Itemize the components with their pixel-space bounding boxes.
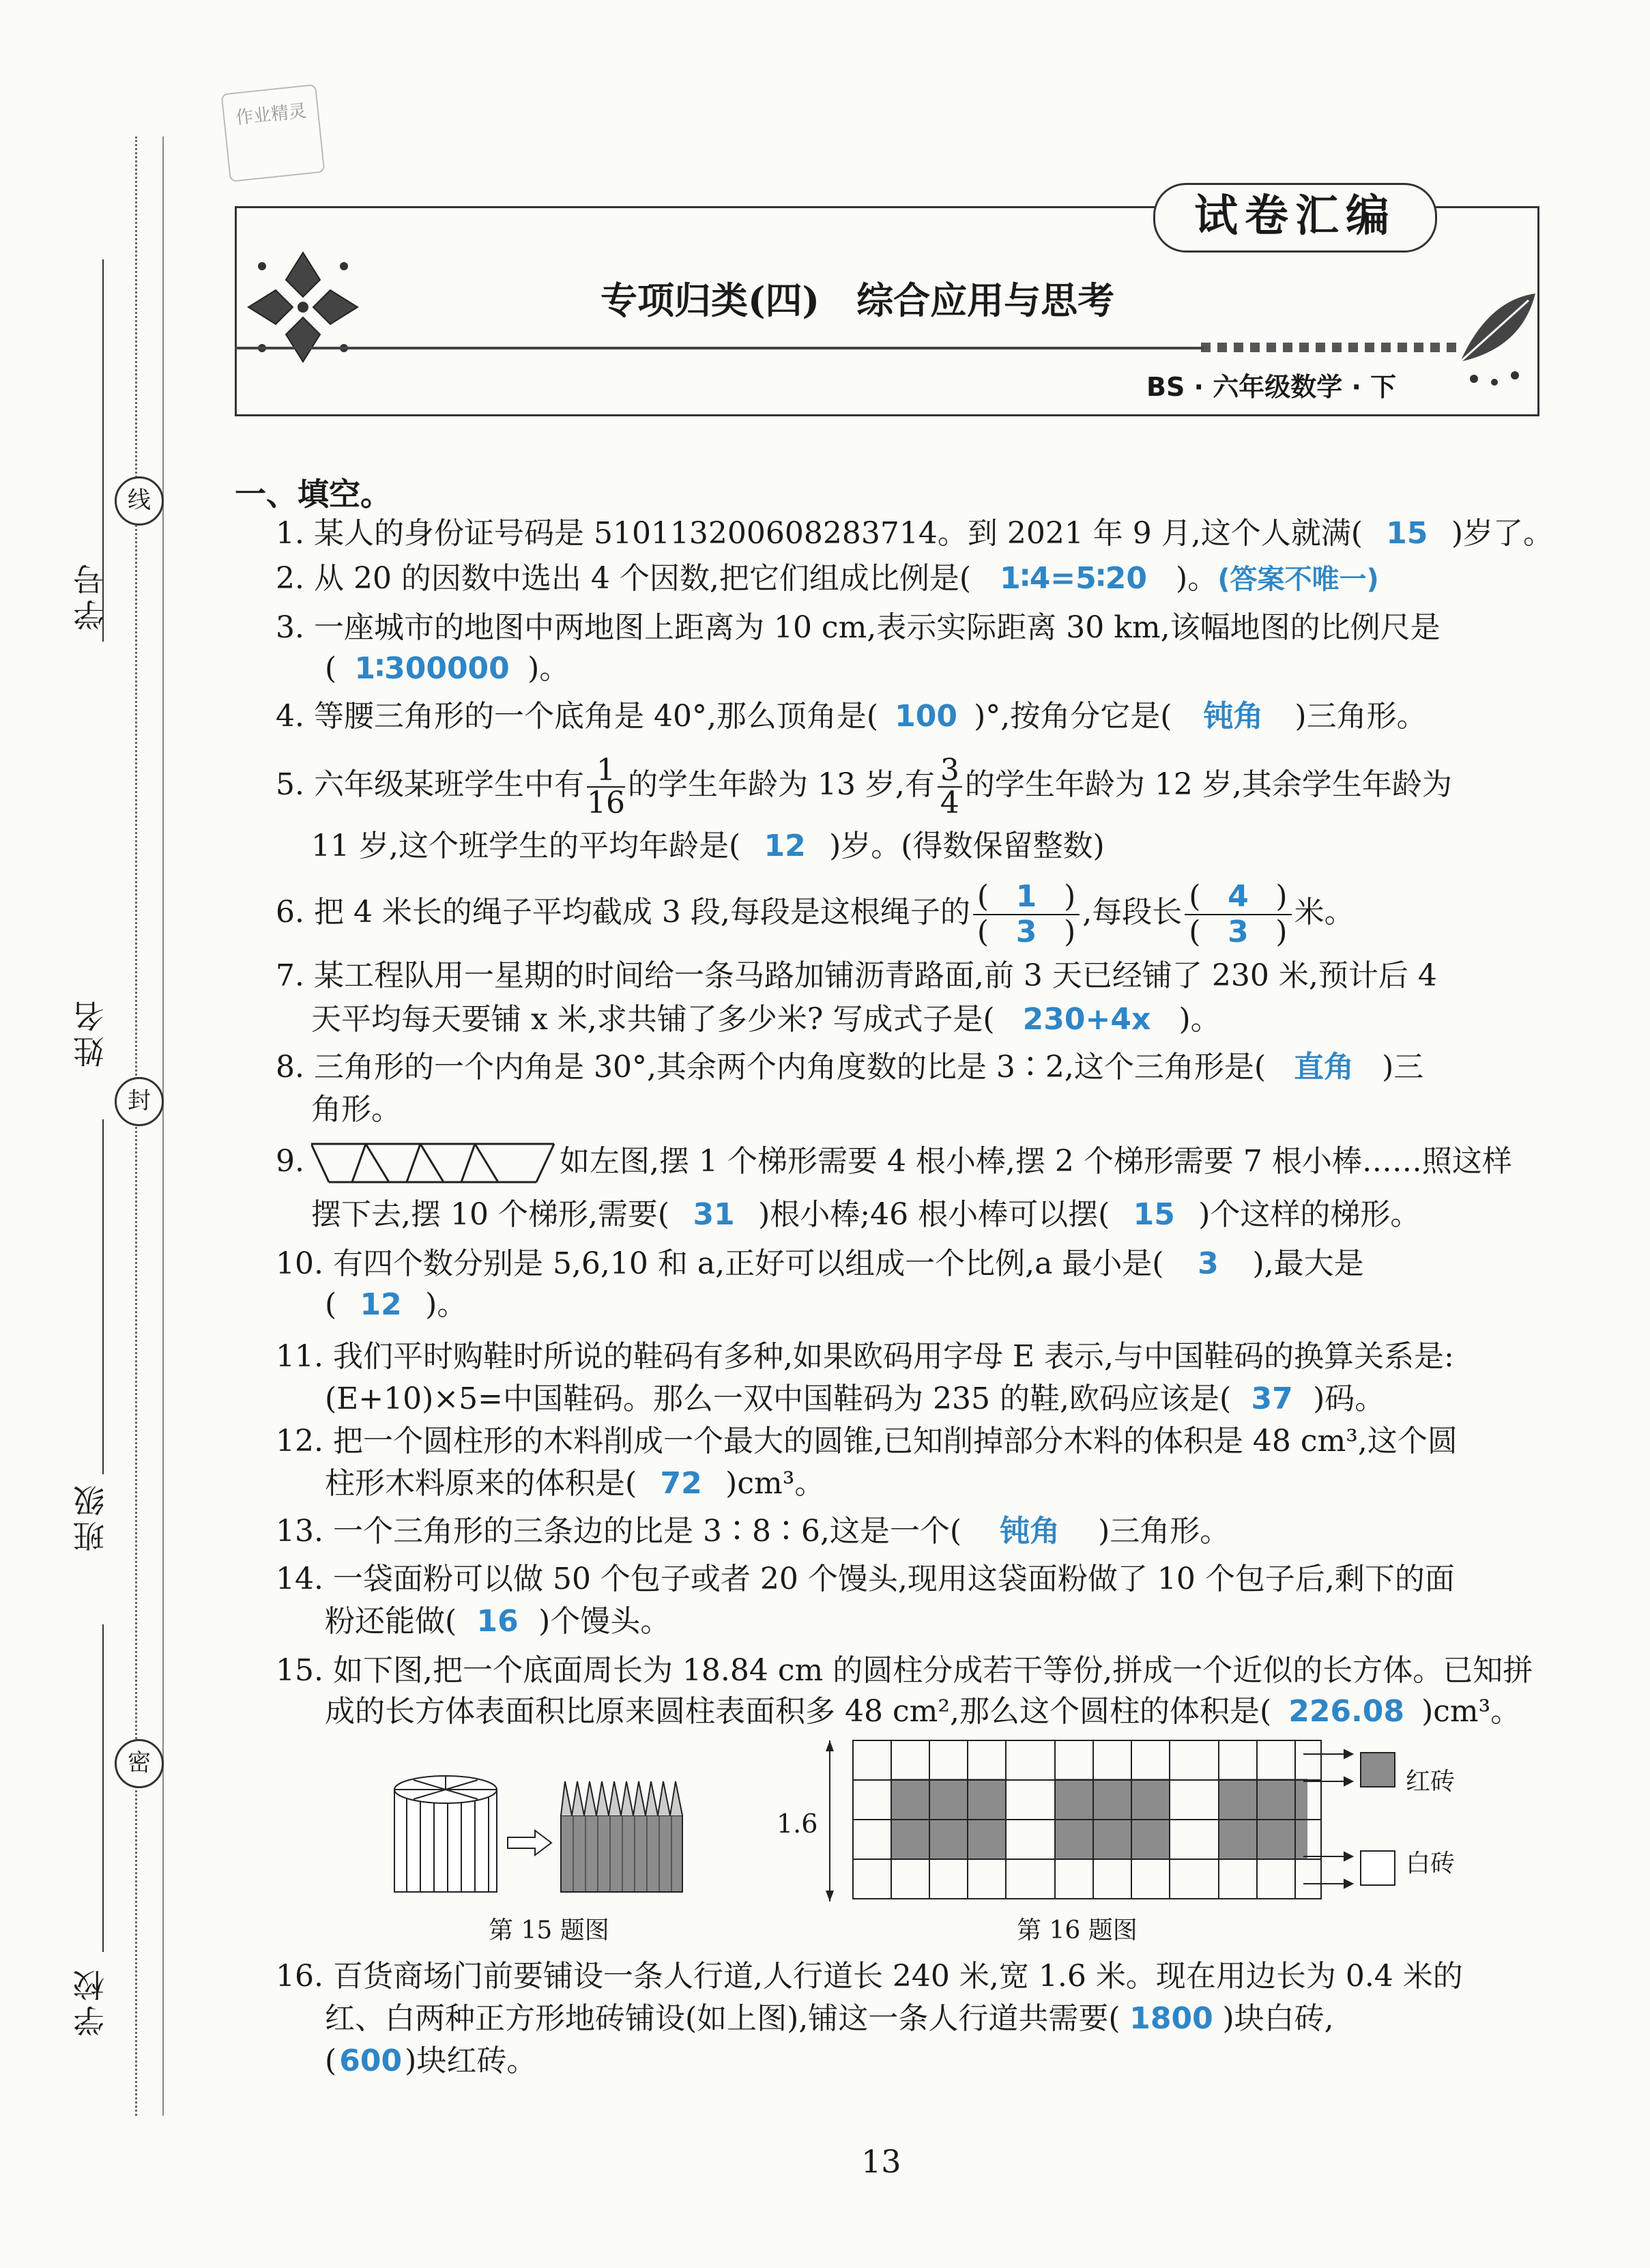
q5-f2-num: 3 bbox=[938, 755, 962, 788]
q2-answer[interactable]: 1∶4=5∶20 bbox=[1000, 561, 1147, 596]
name-line[interactable] bbox=[102, 1119, 104, 1474]
q4-text: 4. 等腰三角形的一个底角是 40°,那么顶角是( bbox=[276, 699, 879, 734]
q16-text-mid: )块白砖, bbox=[1222, 2001, 1334, 2036]
q14-text: 粉还能做( bbox=[325, 1604, 457, 1639]
q5-text-c: 的学生年龄为 12 岁,其余学生年龄为 bbox=[964, 767, 1452, 802]
figure-16-caption: 第 16 题图 bbox=[1017, 1917, 1138, 1944]
q6-f1-den[interactable]: 3 bbox=[1015, 914, 1037, 949]
white-tile-label: 白砖 bbox=[1406, 1850, 1456, 1878]
q1-text: 1. 某人的身份证号码是 510113200608283714。到 2021 年 9 月,这个人就满( bbox=[276, 516, 1363, 551]
question-4 bbox=[276, 696, 1427, 737]
page-number: 13 bbox=[861, 2143, 901, 2180]
figure-16-tiles bbox=[816, 1738, 1362, 1906]
question-14-line2 bbox=[325, 1601, 670, 1642]
question-2 bbox=[276, 558, 1379, 600]
q15-text: 成的长方体表面积比原来圆柱表面积多 48 cm²,那么这个圆柱的体积是( bbox=[325, 1694, 1272, 1729]
question-11-line1: 11. 我们平时购鞋时所说的鞋码有多种,如果欧码用字母 E 表示,与中国鞋码的换算关系是: bbox=[276, 1339, 1454, 1374]
question-13 bbox=[276, 1511, 1230, 1552]
secret-mark: 密 bbox=[115, 1739, 164, 1788]
question-7-line2 bbox=[311, 999, 1221, 1040]
q6-text-c: 米。 bbox=[1294, 895, 1355, 930]
question-9-number: 9. bbox=[276, 1144, 304, 1179]
trapezoid-sticks-figure bbox=[311, 1141, 557, 1185]
q15-answer[interactable]: 226.08 bbox=[1288, 1694, 1405, 1729]
header-rule bbox=[235, 347, 1204, 349]
q5-text-d: 11 岁,这个班学生的平均年龄是( bbox=[311, 829, 741, 863]
q7-answer[interactable]: 230+4x bbox=[1022, 1002, 1151, 1037]
binding-line-solid bbox=[162, 137, 164, 2116]
q5-f1-num: 1 bbox=[587, 755, 625, 788]
q10-text-mid: ),最大是 bbox=[1252, 1246, 1364, 1281]
q6-f1-num[interactable]: 1 bbox=[1015, 878, 1037, 914]
question-3-line2 bbox=[325, 648, 569, 689]
q6-f2-num[interactable]: 4 bbox=[1228, 878, 1249, 914]
q16-text-end: )块红砖。 bbox=[405, 2043, 537, 2078]
q4-text-mid: )°,按角分它是( bbox=[974, 699, 1172, 734]
stamp-text: 作业精灵 bbox=[234, 100, 308, 129]
q10-answer-1[interactable]: 3 bbox=[1198, 1246, 1219, 1281]
section-heading: 一、填空。 bbox=[235, 476, 392, 513]
question-9-line1: 如左图,摆 1 个梯形需要 4 根小棒,摆 2 个梯形需要 7 根小棒……照这样 bbox=[560, 1144, 1512, 1179]
q2-text: 2. 从 20 的因数中选出 4 个因数,把它们组成比例是( bbox=[276, 561, 972, 596]
question-6 bbox=[276, 875, 1355, 950]
q14-answer[interactable]: 16 bbox=[476, 1604, 519, 1639]
q11-answer[interactable]: 37 bbox=[1251, 1381, 1293, 1416]
q4-answer-1[interactable]: 100 bbox=[895, 699, 958, 734]
question-8-line2: 角形。 bbox=[311, 1092, 401, 1127]
q5-f2-den: 4 bbox=[940, 785, 959, 820]
q16-answer-2[interactable]: 600 bbox=[339, 2043, 403, 2078]
q3-answer[interactable]: 1∶300000 bbox=[354, 651, 510, 686]
q12-text: 柱形木料原来的体积是( bbox=[325, 1466, 637, 1501]
student-no-label: 学号 bbox=[72, 560, 109, 631]
q2-note: (答案不唯一) bbox=[1217, 564, 1379, 595]
q1-answer[interactable]: 15 bbox=[1386, 516, 1428, 551]
leaf-ornament bbox=[1447, 287, 1542, 389]
q10-text-d: ( bbox=[325, 1287, 337, 1322]
q4-text-end: )三角形。 bbox=[1294, 699, 1427, 734]
question-9-line2 bbox=[311, 1194, 1420, 1235]
q11-text: (E+10)×5=中国鞋码。那么一双中国鞋码为 235 的鞋,欧码应该是( bbox=[325, 1381, 1232, 1416]
question-3-line1: 3. 一座城市的地图中两地图上距离为 10 cm,表示实际距离 30 km,该幅地图的比例尺是 bbox=[276, 610, 1441, 645]
stamp-logo bbox=[221, 84, 325, 182]
q4-answer-2[interactable]: 钝角 bbox=[1203, 699, 1264, 734]
school-label: 学校 bbox=[72, 1966, 109, 2037]
q14-text-end: )个馒头。 bbox=[538, 1604, 671, 1639]
q5-text-b: 的学生年龄为 13 岁,有 bbox=[627, 767, 935, 802]
question-10-line1 bbox=[276, 1244, 1364, 1284]
q5-text-end: )岁。(得数保留整数) bbox=[829, 829, 1105, 863]
question-5-line2 bbox=[311, 826, 1105, 867]
question-1 bbox=[276, 513, 1553, 554]
q5-fraction-2 bbox=[938, 752, 962, 820]
chevron-rule bbox=[1201, 343, 1460, 352]
header-title: 专项归类(四) 综合应用与思考 bbox=[600, 278, 1115, 322]
q5-fraction-1 bbox=[586, 752, 625, 820]
question-16-line1: 16. 百货商场门前要铺设一条人行道,人行道长 240 米,宽 1.6 米。现在用边长为 0.4 米的 bbox=[276, 1959, 1463, 1994]
q5-text-a: 5. 六年级某班学生中有 bbox=[276, 767, 584, 802]
banner-text: 试卷汇编 bbox=[1194, 190, 1396, 242]
figure-16-legend-arrows bbox=[1303, 1747, 1406, 1911]
q1-text-end: )岁了。 bbox=[1451, 516, 1554, 551]
banner-box bbox=[1153, 183, 1437, 253]
q12-answer[interactable]: 72 bbox=[660, 1466, 702, 1501]
question-5-line1 bbox=[276, 751, 1452, 819]
question-16-line2 bbox=[325, 1998, 1334, 2039]
question-12-line1: 12. 把一个圆柱形的木料削成一个最大的圆锥,已知削掉部分木料的体积是 48 cm³,这个圆 bbox=[276, 1424, 1458, 1459]
q9-text: 摆下去,摆 10 个梯形,需要( bbox=[311, 1197, 670, 1232]
question-10-line2 bbox=[325, 1284, 467, 1325]
q13-text-end: )三角形。 bbox=[1098, 1514, 1230, 1549]
figure-16-width-label: 1.6 bbox=[777, 1809, 818, 1839]
question-15-line2 bbox=[325, 1691, 1520, 1732]
q10-text-end: )。 bbox=[425, 1287, 467, 1322]
q7-text-end: )。 bbox=[1178, 1002, 1221, 1037]
q8-text-end: )三 bbox=[1382, 1050, 1424, 1085]
q8-answer[interactable]: 直角 bbox=[1294, 1050, 1355, 1085]
q6-f2-den[interactable]: 3 bbox=[1228, 914, 1249, 949]
q3-text: ( bbox=[325, 651, 337, 686]
seal-mark: 封 bbox=[115, 1077, 164, 1126]
q3-text-end: )。 bbox=[527, 651, 570, 686]
figure-15-cylinder bbox=[393, 1775, 693, 1897]
q2-text-end: )。 bbox=[1176, 561, 1218, 596]
q10-answer-2[interactable]: 12 bbox=[360, 1287, 402, 1322]
q11-text-end: )码。 bbox=[1313, 1381, 1385, 1416]
q6-answer-fraction-1[interactable]: $\frac{( 1 )}{( 3 )}$ bbox=[973, 880, 1080, 949]
q8-text: 8. 三角形的一个内角是 30°,其余两个内角度数的比是 3∶2,这个三角形是( bbox=[276, 1050, 1267, 1085]
class-line[interactable] bbox=[102, 1624, 104, 1952]
q16-answer-1[interactable]: 1800 bbox=[1129, 2001, 1213, 2036]
question-15-line1: 15. 如下图,把一个底面周长为 18.84 cm 的圆柱分成若干等份,拼成一个近似的长方体。已知拼 bbox=[276, 1653, 1533, 1688]
q15-text-end: )cm³。 bbox=[1421, 1694, 1521, 1729]
figure-15-caption: 第 15 题图 bbox=[489, 1917, 609, 1944]
q13-text: 13. 一个三角形的三条边的比是 3∶8∶6,这是一个( bbox=[276, 1514, 962, 1549]
red-tile-label: 红砖 bbox=[1406, 1768, 1456, 1796]
q6-answer-fraction-2[interactable]: $\frac{( 4 )}{( 3 )}$ bbox=[1185, 880, 1291, 949]
q9-answer-1[interactable]: 31 bbox=[693, 1197, 735, 1232]
q9-text-mid: )根小棒;46 根小棒可以摆( bbox=[758, 1197, 1110, 1232]
q6-text-b: ,每段长 bbox=[1082, 895, 1183, 930]
question-11-line2 bbox=[325, 1379, 1385, 1420]
student-no-line[interactable] bbox=[102, 259, 104, 642]
q5-f1-den: 16 bbox=[586, 785, 625, 820]
question-8-line1 bbox=[276, 1047, 1423, 1088]
question-7-line1: 7. 某工程队用一星期的时间给一条马路加铺沥青路面,前 3 天已经铺了 230 米,预计后 4 bbox=[276, 958, 1437, 993]
question-12-line2 bbox=[325, 1463, 824, 1504]
header-subtitle: BS · 六年级数学 · 下 bbox=[1146, 372, 1397, 402]
binding-line bbox=[135, 137, 137, 2116]
q12-text-end: )cm³。 bbox=[725, 1466, 825, 1501]
q6-text-a: 6. 把 4 米长的绳子平均截成 3 段,每段是这根绳子的 bbox=[276, 895, 970, 930]
q9-text-end: )个这样的梯形。 bbox=[1198, 1197, 1421, 1232]
question-16-line3 bbox=[325, 2041, 536, 2082]
name-label: 姓名 bbox=[72, 996, 109, 1067]
q13-answer[interactable]: 钝角 bbox=[1000, 1514, 1060, 1549]
class-label: 班级 bbox=[72, 1481, 109, 1552]
q5-answer[interactable]: 12 bbox=[764, 829, 806, 863]
q10-text: 10. 有四个数分别是 5,6,10 和 a,正好可以组成一个比例,a 最小是( bbox=[276, 1246, 1164, 1281]
line-mark: 线 bbox=[115, 476, 164, 526]
q9-answer-2[interactable]: 15 bbox=[1133, 1197, 1175, 1232]
q7-text: 天平均每天要铺 x 米,求共铺了多少米? 写成式子是( bbox=[311, 1002, 995, 1037]
q16-text-d: ( bbox=[325, 2043, 337, 2078]
snowflake-ornament bbox=[235, 239, 371, 375]
q16-text: 红、白两种正方形地砖铺设(如上图),铺这一条人行道共需要( bbox=[325, 2001, 1120, 2036]
question-14-line1: 14. 一袋面粉可以做 50 个包子或者 20 个馒头,现用这袋面粉做了 10 个包子后,剩下的面 bbox=[276, 1562, 1455, 1596]
